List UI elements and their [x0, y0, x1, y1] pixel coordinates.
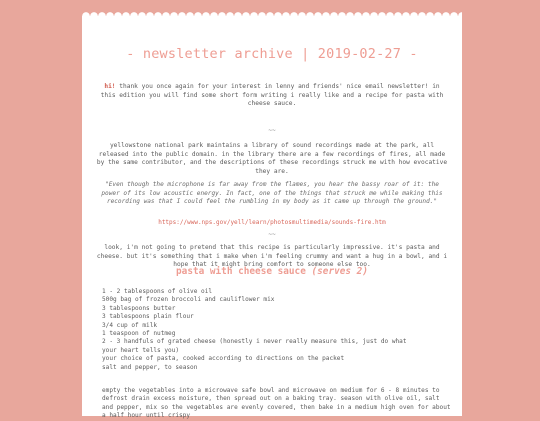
ingredients-list — [102, 288, 452, 372]
separator: ~~ — [268, 127, 276, 134]
list-item: 3 tablespoons butter — [102, 304, 176, 312]
fire-quote: "Even though the microphone is far away from the flames, you hear the bassy roar of it: the power of its low acoustic energy. In fact, one of the things that struck me while making this recording was that I could feel the rumbling in my body as it came up through the ground." — [101, 181, 443, 205]
list-item: 2 - 3 handfuls of grated cheese (honestly i never really measure this, just do what — [102, 338, 407, 346]
list-item: salt and pepper, to season — [102, 363, 198, 371]
newsletter-card — [82, 16, 462, 420]
list-item: 1 - 2 tablespoons of olive oil — [102, 288, 213, 295]
page-title: - newsletter archive | 2019-02-27 - — [126, 46, 418, 62]
separator: ~~ — [268, 231, 276, 238]
list-item: your choice of pasta, cooked according to directions on the packet — [102, 355, 345, 363]
list-item: 500g bag of frozen broccoli and cauliflower mix — [102, 296, 275, 304]
intro-greeting: hi! — [104, 83, 116, 90]
recipe-intro-paragraph: look, i'm not going to pretend that this recipe is particularly impressive. it's pasta and cheese. but it's something that i make when i'm feeling crummy and want a hug in a bowl, and i hope that it might bring comfort to someone else too. — [96, 244, 448, 269]
recipe-heading — [82, 266, 462, 277]
yellowstone-paragraph: yellowstone national park maintains a library of sound recordings made at the park, all released into the public domain. in the library there are a few recordings of fires, all made by the same contributor, and the descriptions of these recordings struck me with how evocative they are. — [96, 142, 448, 176]
intro-text: thank you once again for your interest in lenny and friends' nice email newsletter! in this edition you will find some short form writing i really like and a recipe for pasta with cheese sauce. — [100, 83, 444, 108]
recipe-serves: (serves 2) — [311, 266, 368, 277]
recipe-instructions: empty the vegetables into a microwave safe bowl and microwave on medium for 6 - 8 minutes to defrost drain excess moisture, then spread out on a baking tray. season with olive oil, salt and pepper, mix so the vegetables are evenly covered, then bake in a medium high oven for about a half hour until crispy — [102, 387, 451, 420]
intro-paragraph — [96, 83, 448, 109]
nps-link[interactable]: https://www.nps.gov/yell/learn/photosmultimedia/sounds-fire.htm — [158, 219, 386, 226]
scalloped-edge — [82, 12, 462, 20]
list-item: 1 teaspoon of nutmeg — [102, 330, 176, 338]
list-item: 3 tablespoons plain flour — [102, 313, 194, 321]
recipe-title: pasta with cheese sauce — [176, 266, 306, 277]
list-item: 3/4 cup of milk — [102, 321, 158, 329]
list-item: your heart tells you) — [102, 346, 180, 354]
